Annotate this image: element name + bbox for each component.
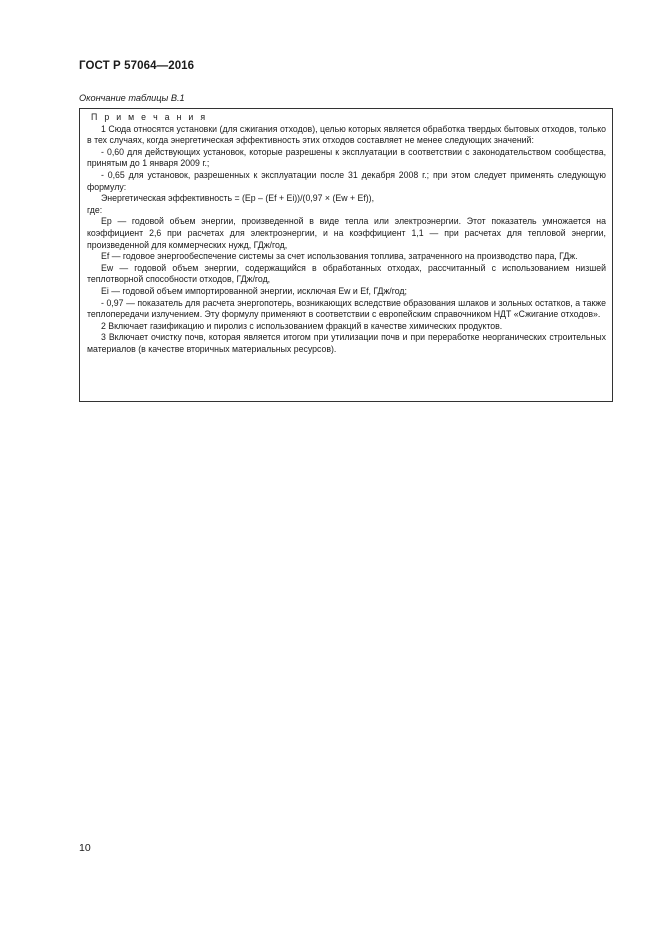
page-number: 10 — [79, 842, 91, 854]
formula-where: где: — [87, 204, 103, 215]
notes-box — [79, 108, 613, 402]
table-caption: Окончание таблицы В.1 — [79, 93, 185, 103]
note-1: 1 Сюда относятся установки (для сжигания отходов), целью которых является обработка твердых бытовых отходов, только в тех случаях, когда энергетическая эффективность этих отходов составляет не менее следующих значений: — [87, 123, 606, 146]
efficiency-formula: Энергетическая эффективность = (Ep – (Ef + Ei))/(0,97 × (Ew + Ef)), — [101, 193, 375, 204]
note-1-item-b: - 0,65 для установок, разрешенных к эксплуатации после 31 декабря 2008 г.; при этом следует применять следующую формулу: — [87, 169, 606, 192]
definition-ew: Ew — годовой объем энергии, содержащийся в обработанных отходах, рассчитанный с использованием низшей теплотворной способности отходов, ГДж/год, — [87, 262, 606, 285]
definition-ei: Ei — годовой объем импортированной энергии, исключая Ew и Ef, ГДж/год; — [101, 285, 407, 296]
note-1-item-a: - 0,60 для действующих установок, которые разрешены к эксплуатации в соответствии с законодательством сообщества, принятым до 1 января 2009 г.; — [87, 146, 606, 169]
note-3: 3 Включает очистку почв, которая является итогом при утилизации почв и при переработке неорганических строительных материалов (в качестве вторичных материальных ресурсов). — [87, 332, 606, 354]
definition-ef: Ef — годовое энергообеспечение системы за счет использования топлива, затраченного на производство пара, ГДж. — [101, 251, 578, 262]
definition-097: - 0,97 — показатель для расчета энергопотерь, возникающих вследствие образования шлаков и зольных остатков, а также теплопередачи излучением. Эту формулу применяют в соответствии с европейским справочником НДТ «Сжигание отходов». — [87, 297, 606, 320]
definition-ep: Ep — годовой объем энергии, произведенной в виде тепла или электроэнергии. Этот показатель умножается на коэффициент 2,6 при расчетах для электроэнергии, и на коэффициент 1,1 — при расчетах для тепловой энергии, произведенной для коммерческих нужд, ГДж/год, — [87, 216, 606, 250]
note-2: 2 Включает газификацию и пиролиз с использованием фракций в качестве химических продуктов. — [101, 320, 503, 331]
document-header: ГОСТ Р 57064—2016 — [79, 60, 195, 72]
notes-title: П р и м е ч а н и я — [91, 112, 208, 122]
